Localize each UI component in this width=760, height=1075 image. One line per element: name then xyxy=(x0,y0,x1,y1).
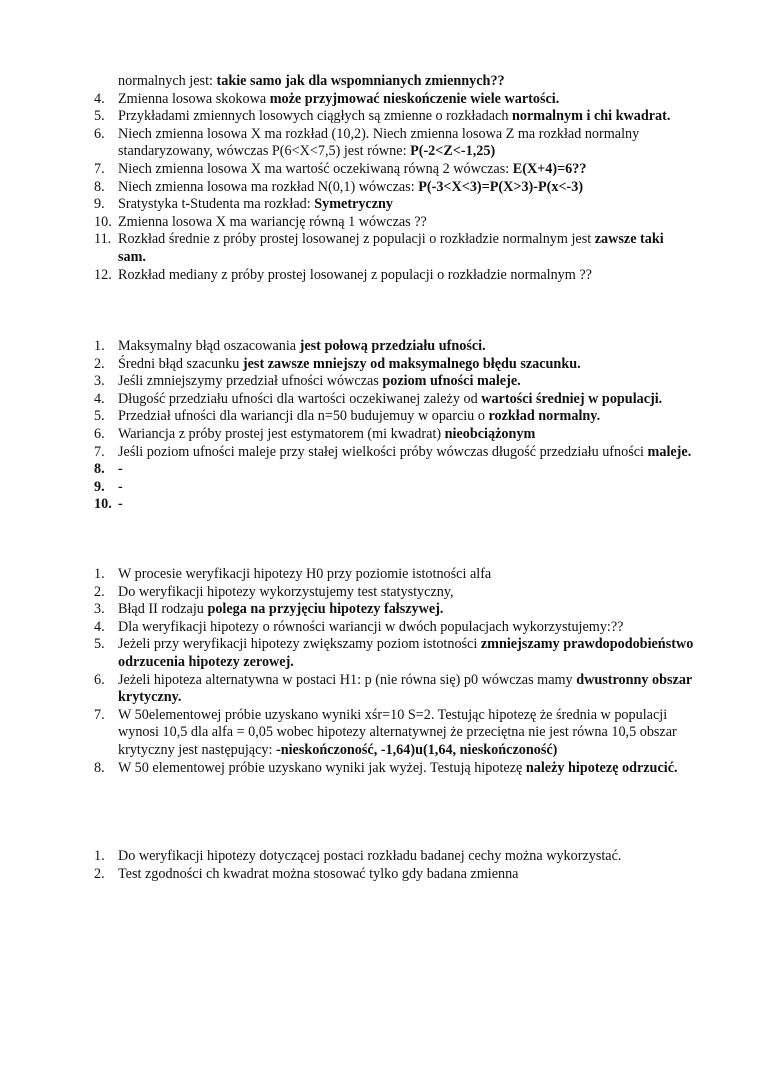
item-number: 4. xyxy=(94,90,105,107)
section-hypothesis-testing xyxy=(94,566,694,777)
item-number: 5. xyxy=(94,108,105,125)
item-number: 5. xyxy=(94,636,105,653)
list-item xyxy=(94,584,694,602)
item-number: 8. xyxy=(94,178,105,195)
item-answer: należy hipotezę odrzucić. xyxy=(525,759,678,776)
item-number: 9. xyxy=(94,196,105,213)
item-text: Jeżeli przy weryfikacji hipotezy zwiększamy poziom istotności xyxy=(118,636,481,653)
item-answer: P(-2<Z<-1,25) xyxy=(410,143,496,160)
list-item xyxy=(94,426,694,444)
item-text: Niech zmienna losowa X ma wartość oczekiwaną równą 2 wówczas: xyxy=(118,160,513,177)
item-answer: P(-3<X<3)=P(X>3)-P(x<-3) xyxy=(418,178,584,195)
list-item xyxy=(94,108,694,126)
item-answer: Symetryczny xyxy=(314,196,394,213)
item-number: 7. xyxy=(94,160,105,177)
item-number: 8. xyxy=(94,461,105,478)
list-item xyxy=(94,636,694,671)
list-item xyxy=(94,866,694,884)
list-item xyxy=(94,566,694,584)
continued-text: normalnych jest: xyxy=(118,73,217,89)
item-answer: dwustronny obszar krytyczny. xyxy=(118,671,692,706)
list-item xyxy=(94,161,694,179)
item-number: 1. xyxy=(94,566,105,582)
item-number: 3. xyxy=(94,601,105,618)
item-text: Przykładami zmiennych losowych ciągłych są zmienne o rozkładach xyxy=(118,108,512,125)
list-item xyxy=(94,356,694,374)
list-item xyxy=(94,391,694,409)
item-answer: poziom ufności maleje. xyxy=(382,373,521,390)
item-text: W procesie weryfikacji hipotezy H0 przy poziomie istotności alfa xyxy=(118,566,492,582)
item-number: 11. xyxy=(94,231,112,248)
item-answer: jest połową przedziału ufności. xyxy=(299,338,486,354)
item-text: Błąd II rodzaju xyxy=(118,601,208,618)
list-item xyxy=(94,848,694,866)
item-answer: normalnym i chi kwadrat. xyxy=(511,108,671,125)
list-item xyxy=(94,231,694,266)
list-item xyxy=(94,196,694,214)
item-number: 1. xyxy=(94,338,105,354)
item-text: Maksymalny błąd oszacowania xyxy=(118,338,300,354)
item-text: W 50 elementowej próbie uzyskano wyniki jak wyżej. Testują hipotezę xyxy=(118,759,526,776)
item-text: Niech zmienna losowa X ma rozkład (10,2). Niech zmienna losowa Z ma rozkład normalny standaryzowany, wówczas P(6<X<7,5) jest równe: xyxy=(118,125,640,160)
item-number: 9. xyxy=(94,478,105,495)
item-number: 7. xyxy=(94,443,105,460)
list-item xyxy=(94,408,694,426)
item-answer: rozkład normalny. xyxy=(488,408,601,425)
item-answer: - xyxy=(118,461,123,478)
list-item xyxy=(94,601,694,619)
item-number: 12. xyxy=(94,266,112,283)
section-confidence-intervals xyxy=(94,338,694,514)
item-answer: zmniejszamy prawdopodobieństwo odrzucenia hipotezy zerowej. xyxy=(118,636,694,670)
item-answer: jest zawsze mniejszy od maksymalnego błędu szacunku. xyxy=(242,355,581,372)
item-answer: -nieskończoność, -1,64)u(1,64, nieskończoność) xyxy=(275,741,558,758)
item-text: Zmienna losowa X ma wariancję równą 1 wówczas ?? xyxy=(118,213,427,230)
list-item xyxy=(94,338,694,356)
list-item xyxy=(94,267,694,285)
item-number: 10. xyxy=(94,496,112,513)
list-item xyxy=(94,479,694,497)
item-answer: - xyxy=(118,478,123,495)
item-number: 4. xyxy=(94,390,105,407)
item-number: 3. xyxy=(94,373,105,390)
list-item xyxy=(94,461,694,479)
item-answer: wartości średniej w populacji. xyxy=(481,390,663,407)
section-goodness-of-fit xyxy=(94,848,694,883)
item-number: 4. xyxy=(94,618,105,635)
item-text: Dla weryfikacji hipotezy o równości wariancji w dwóch populacjach wykorzystujemy:?? xyxy=(118,618,624,635)
item-text: Średni błąd szacunku xyxy=(118,355,243,372)
item-text: Do weryfikacji hipotezy wykorzystujemy test statystyczny, xyxy=(118,583,454,600)
item-number: 8. xyxy=(94,759,105,776)
item-text: Przedział ufności dla wariancji dla n=50 budujemuy w oparciu o xyxy=(118,408,489,425)
list-item xyxy=(94,91,694,109)
item-number: 1. xyxy=(94,848,105,864)
item-number: 2. xyxy=(94,583,105,600)
continued-line xyxy=(94,73,694,91)
item-number: 2. xyxy=(94,865,105,882)
item-answer: polega na przyjęciu hipotezy fałszywej. xyxy=(207,601,444,618)
list-item xyxy=(94,179,694,197)
item-text: Jeżeli hipoteza alternatywna w postaci H1: p (nie równa się) p0 wówczas mamy xyxy=(118,671,577,688)
item-answer: E(X+4)=6?? xyxy=(512,160,587,177)
item-text: Rozkład średnie z próby prostej losowanej z populacji o rozkładzie normalnym jest xyxy=(118,231,595,248)
item-text: Do weryfikacji hipotezy dotyczącej postaci rozkładu badanej cechy można wykorzystać. xyxy=(118,848,622,864)
list-item xyxy=(94,214,694,232)
list-item xyxy=(94,672,694,707)
list-item xyxy=(94,707,694,760)
item-answer: - xyxy=(118,496,123,513)
item-number: 7. xyxy=(94,706,105,723)
item-text: Niech zmienna losowa ma rozkład N(0,1) wówczas: xyxy=(118,178,419,195)
item-text: Test zgodności ch kwadrat można stosować tylko gdy badana zmienna xyxy=(118,865,519,882)
item-number: 10. xyxy=(94,213,112,230)
item-text: Zmienna losowa skokowa xyxy=(118,90,270,107)
item-text: W 50elementowej próbie uzyskano wyniki xśr=10 S=2. Testując hipotezę że średnia w populacji wynosi 10,5 dla alfa = 0,05 wobec hipotezy alternatywnej że przeciętna nie jest równa 10,5 obszar krytyczny jest następujący: xyxy=(118,706,677,758)
list-item xyxy=(94,373,694,391)
item-answer: nieobciążonym xyxy=(444,425,536,442)
item-text: Rozkład mediany z próby prostej losowanej z populacji o rozkładzie normalnym ?? xyxy=(118,266,592,283)
section-random-variables xyxy=(94,73,694,284)
item-number: 5. xyxy=(94,408,105,425)
item-text: Jeśli poziom ufności maleje przy stałej wielkości próby wówczas długość przedziału ufności xyxy=(118,443,648,460)
continued-answer: takie samo jak dla wspomnianych zmiennych?? xyxy=(216,73,505,89)
item-number: 6. xyxy=(94,425,105,442)
item-text: Jeśli zmniejszymy przedział ufności wówczas xyxy=(118,373,383,390)
list-item xyxy=(94,126,694,161)
item-answer: może przyjmować nieskończenie wiele wartości. xyxy=(269,90,560,107)
list-item xyxy=(94,496,694,514)
item-answer: zawsze taki sam. xyxy=(118,231,664,265)
item-text: Sratystyka t-Studenta ma rozkład: xyxy=(118,196,315,213)
item-text: Wariancja z próby prostej jest estymatorem (mi kwadrat) xyxy=(118,425,445,442)
list-item xyxy=(94,444,694,462)
item-number: 6. xyxy=(94,671,105,688)
list-item xyxy=(94,760,694,778)
item-text: Długość przedziału ufności dla wartości oczekiwanej zależy od xyxy=(118,390,482,407)
item-number: 2. xyxy=(94,355,105,372)
list-item xyxy=(94,619,694,637)
item-answer: maleje. xyxy=(647,443,692,460)
item-number: 6. xyxy=(94,125,105,142)
